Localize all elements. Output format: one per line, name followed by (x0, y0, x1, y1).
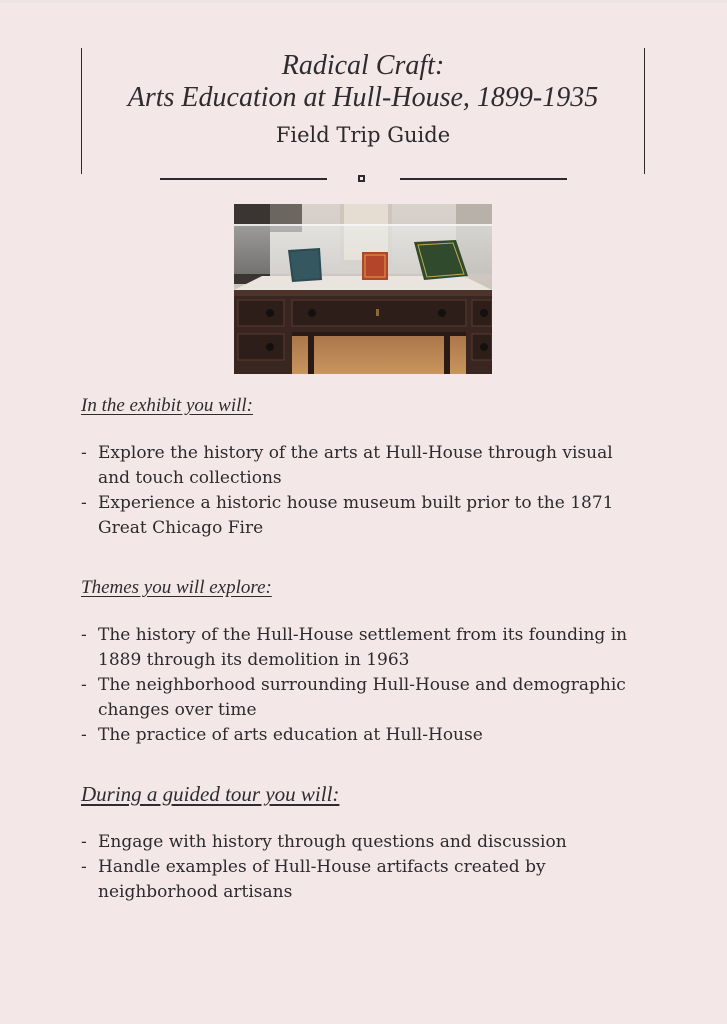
list-item: - The neighborhood surrounding Hull-House and demographic changes over time (81, 673, 641, 723)
page-header (81, 48, 645, 174)
section-heading-exhibit: In the exhibit you will: (81, 395, 254, 416)
bullet-list-themes (81, 623, 641, 748)
title-line-1: Radical Craft: (281, 50, 445, 81)
top-strip (0, 0, 727, 3)
divider-left (160, 178, 327, 180)
bullet-list-exhibit (81, 441, 641, 541)
section-tour (81, 782, 641, 905)
exhibit-photo (234, 204, 492, 374)
section-heading-themes: Themes you will explore: (81, 577, 272, 598)
divider-right (400, 178, 567, 180)
list-item: - Experience a historic house museum built prior to the 1871 Great Chicago Fire (81, 491, 641, 541)
bullet-list-tour (81, 830, 641, 905)
list-item: - Handle examples of Hull-House artifacts created by neighborhood artisans (81, 855, 641, 905)
list-item: - The history of the Hull-House settlement from its founding in 1889 through its demolition in 1963 (81, 623, 641, 673)
list-item: - Engage with history through questions and discussion (81, 830, 641, 855)
section-exhibit (81, 395, 641, 541)
page-subtitle: Field Trip Guide (275, 123, 451, 147)
list-item: - The practice of arts education at Hull-House (81, 723, 641, 748)
section-heading-tour: During a guided tour you will: (81, 782, 340, 806)
title-line-2: Arts Education at Hull-House, 1899-1935 (127, 82, 599, 113)
list-item: - Explore the history of the arts at Hull-House through visual and touch collections (81, 441, 641, 491)
section-themes (81, 577, 641, 748)
divider-ornament-icon (358, 175, 365, 182)
